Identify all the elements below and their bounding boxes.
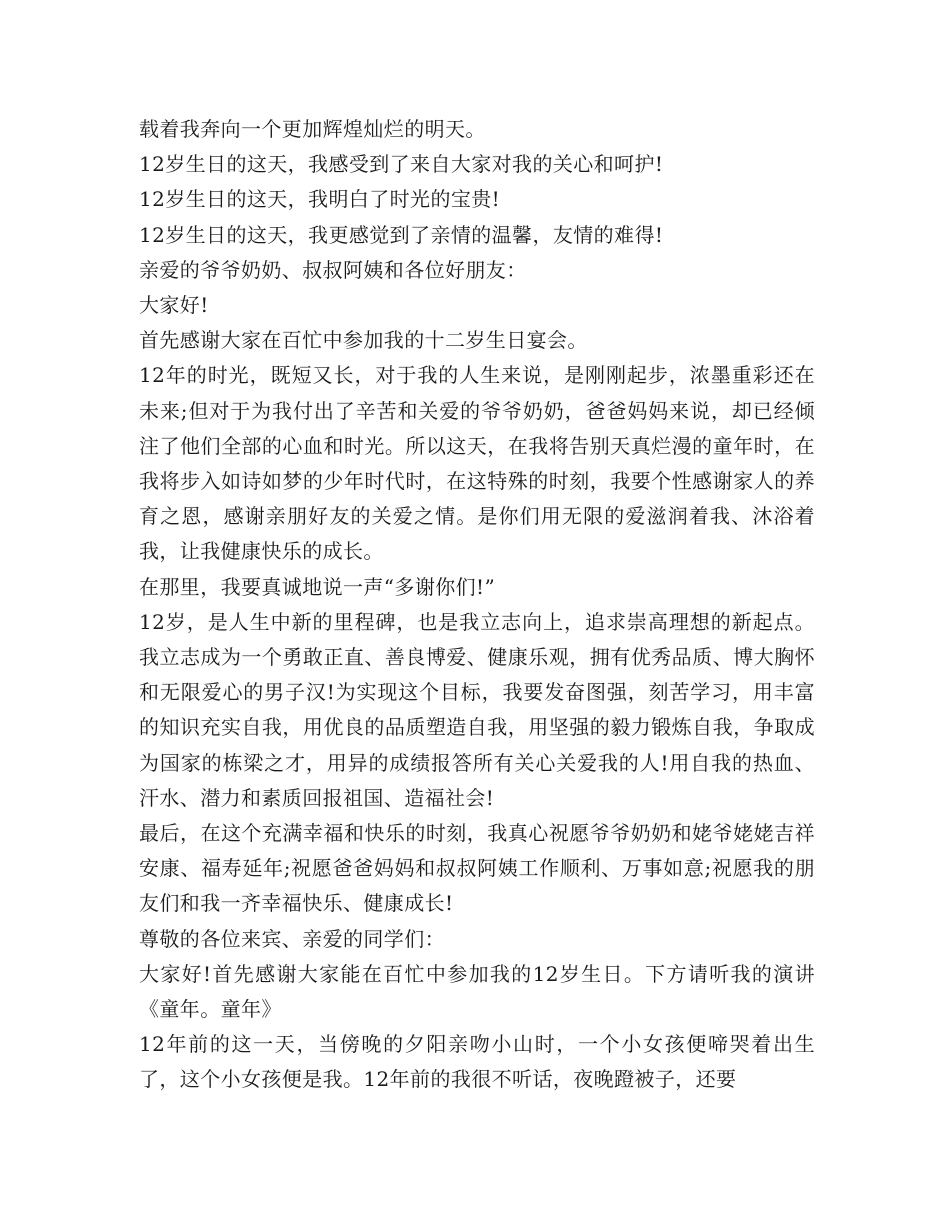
paragraph: 12岁生日的这天，我更感觉到了亲情的温馨，友情的难得! bbox=[139, 222, 664, 247]
paragraph: 大家好!首先感谢大家能在百忙中参加我的12岁生日。下方请听我的演讲《童年。童年》 bbox=[139, 961, 815, 1022]
paragraph: 首先感谢大家在百忙中参加我的十二岁生日宴会。 bbox=[139, 328, 588, 353]
paragraph: 亲爱的爷爷奶奶、叔叔阿姨和各位好朋友： bbox=[139, 257, 527, 282]
document-body bbox=[139, 112, 815, 1098]
paragraph: 载着我奔向一个更加辉煌灿烂的明天。 bbox=[139, 117, 486, 141]
paragraph: 尊敬的各位来宾、亲爱的同学们： bbox=[139, 926, 445, 951]
paragraph: 大家好! bbox=[139, 293, 209, 318]
paragraph: 在那里，我要真诚地说一声“多谢你们!” bbox=[139, 574, 496, 599]
paragraph: 最后，在这个充满幸福和快乐的时刻，我真心祝愿爷爷奶奶和姥爷姥姥吉祥安康、福寿延年;祝愿爸爸妈妈和叔叔阿姨工作顺利、万事如意;祝愿我的朋友们和我一齐幸福快乐、健康成长! bbox=[139, 821, 815, 916]
paragraph: 12岁生日的这天，我明白了时光的宝贵! bbox=[139, 187, 501, 212]
paragraph: 12岁，是人生中新的里程碑，也是我立志向上，追求崇高理想的新起点。我立志成为一个勇敢正直、善良博爱、健康乐观，拥有优秀品质、博大胸怀和无限爱心的男子汉!为实现这个目标，我要发奋图强，刻苦学习，用丰富的知识充实自我，用优良的品质塑造自我，用坚强的毅力锻炼自我，争取成为国家的栋梁之才，用异的成绩报答所有关心关爱我的人!用自我的热血、汗水、潜力和素质回报祖国、造福社会! bbox=[139, 609, 815, 810]
paragraph: 12年前的这一天，当傍晚的夕阳亲吻小山时，一个小女孩便啼哭着出生了，这个小女孩便是我。12年前的我很不听话，夜晚蹬被子，还要 bbox=[139, 1032, 815, 1092]
paragraph: 12年的时光，既短又长，对于我的人生来说，是刚刚起步，浓墨重彩还在未来;但对于为我付出了辛苦和关爱的爷爷奶奶，爸爸妈妈来说，却已经倾注了他们全部的心血和时光。所以这天，在我将告别天真烂漫的童年时，在我将步入如诗如梦的少年时代时，在这特殊的时刻，我要个性感谢家人的养育之恩，感谢亲朋好友的关爱之情。是你们用无限的爱滋润着我、沐浴着我，让我健康快乐的成长。 bbox=[139, 363, 815, 564]
paragraph: 12岁生日的这天，我感受到了来自大家对我的关心和呵护! bbox=[139, 152, 664, 177]
